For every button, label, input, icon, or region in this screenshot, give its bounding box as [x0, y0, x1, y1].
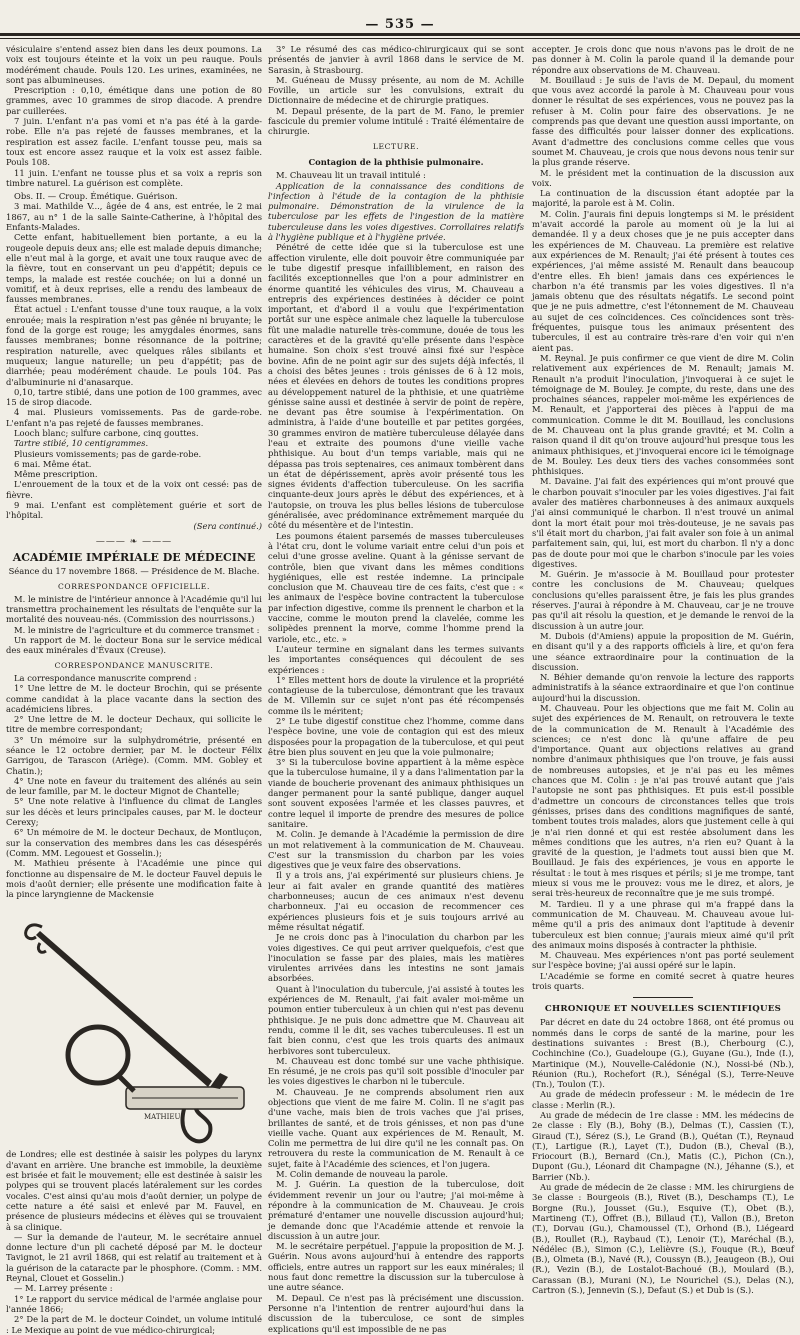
- observation-heading: Obs. II. — Croup. Émétique. Guérison.: [14, 191, 178, 202]
- paragraph: Par décret en date du 24 octobre 1868, ont été promus ou nommés dans le corps de santé de la marine, pour les destinations suivantes : Brest (B.), Cherbourg (C.), Cochinchine (Co.), Guadeloupe (G.), Guyane (Gu.), Inde (I.), Martinique (M.), Nouvelle-Calédonie (N.), Nossi-bé (Nb.), Réunion (Ru.), Rochefort (R.), Sénégal (S.), Terre-Neuve (Tn.), Toulon (T.).: [532, 1017, 794, 1090]
- paragraph: L'Académie se forme en comité secret à quatre heures trois quarts.: [532, 970, 794, 992]
- paragraph: vésiculaire s'entend assez bien dans les deux poumons. La voix est toujours éteinte et la voix un peu rauque. Pouls modérément chaude. Pouls 120. Les urines, examinées, ne sont pas albumineuses.: [6, 44, 262, 85]
- column-right: [532, 44, 794, 1296]
- paragraph: de Londres; elle est destinée à saisir les polypes du larynx d'avant en arrière. Une branche est immobile, la deuxième est brisée et fait le mouvement; elle est destinée à saisir les polypes qui se trouvent placés latéralement sur les cordes vocales. C'est ainsi qu'au mois d'août dernier, un polype de cette nature a été saisi et enlevé par M. Fauvel, en présence de plusieurs médecins et élèves qui se trouvaient à sa clinique.: [6, 1149, 262, 1232]
- paragraph: M. Colin. J'aurais fini depuis longtemps si M. le président m'avait accordé la parole au moment où je la lui ai demandée. Il y a deux choses que je ne puis accepter dans les expériences de M. Chauveau. La première est relative aux expériences de M. Renault; j'ai été présent à toutes ces expériences, j'ai même assisté M. Renault dans beaucoup d'entre elles. Eh bien! jamais dans ces expériences le charbon n'a été transmis par les voies digestives. Il n'a jamais obtenu que des résultats négatifs. Le second point que je ne puis admettre, c'est l'étonnement de M. Chauveau au sujet de ces coïncidences. Ces coïncidences sont très-fréquentes, puisque tous les animaux présentent des tubercules, il est au contraire très-rare d'en voir qui n'en aient pas.: [532, 208, 794, 353]
- column-middle: [268, 44, 524, 1334]
- paragraph: M. Reynal. Je puis confirmer ce que vient de dire M. Colin relativement aux expériences de M. Renault; jamais M. Renault n'a produit l'inoculation, j'invoquerai à ce sujet le témoignage de M. Bouley. Je compte, du reste, dans une des prochaines séances, rappeler moi-même les expériences de M. Renault, et j'apporterai des pièces à l'appui de ma communication. Comme le dit M. Bouillaud, les conclusions de M. Chauveau ont la plus grande gravité; et M. Colin a raison quand il dit qu'on trouve aujourd'hui presque tous les animaux phthisiques, et j'invoquerai encore ici le témoignage de M. Bouley. Les deux tiers des vaches consommées sont phthisiques.: [532, 352, 794, 477]
- paragraph: 2° Une lettre de M. le docteur Dechaux, qui sollicite le titre de membre correspondant;: [6, 714, 262, 735]
- paragraph: L'enrouement de la toux et de la voix ont cessé: pas de fièvre.: [6, 479, 262, 500]
- paragraph: Prescription : 0,10, émétique dans une potion de 80 grammes, avec 10 grammes de sirop diacode. A prendre par cuillerées.: [6, 85, 262, 116]
- header-rule: [0, 33, 800, 36]
- forceps-drawing: [6, 905, 262, 1145]
- paragraph: Plusieurs vomissements; pas de garde-robe.: [14, 448, 202, 459]
- paragraph: Pénétré de cette idée que si la tuberculose est une affection virulente, elle doit pouvoir être communiquée par le tube digestif presque infailliblement, en raison des facilités exceptionnelles que l'on a pour administrer en énorme quantité les véhicules des virus, M. Chauveau a entrepris des expériences destinées à décider ce point important, et d'abord il a voulu que l'expérimentation portât sur une espèce animale chez laquelle la tuberculose fût une maladie naturelle très-commune, douée de tous les caractères et de la gravité qu'elle présente dans l'espèce humaine. Son choix s'est trouvé ainsi fixé sur l'espèce bovine. Afin de ne point agir sur des sujets déjà infectés, il a choisi des bêtes jeunes : trois génisses de 6 à 12 mois, nées et élevées en dehors de toutes les conditions propres au développement naturel de la phthisie, et une quatrième génisse saine aussi et destinée à servir de point de repère, ne devant pas être soumise à l'expérimentation. On administra, à l'aide d'une bouteille et par petites gorgées, 30 grammes environ de matière tuberculeuse délayée dans l'eau et extraite des poumons d'une vieille vache phthisique. Au bout d'un temps variable, mais qui ne dépassa pas trois septenaires, ces animaux tombèrent dans un état de dépérissement, après avoir présenté tous les signes évidents d'affection tuberculeuse. On les sacrifia cinquante-deux jours après le début des expériences, et à l'autopsie, on trouva les plus belles lésions de tuberculose généralisée, avec prédominance extrêmement marquée du côté du mésentère et de l'intestin.: [268, 242, 524, 531]
- section-divider: [633, 997, 693, 998]
- paragraph: 7 juin. L'enfant n'a pas vomi et n'a pas été à la garde-robe. Elle n'a pas rejeté de fausses membranes, et la respiration est assez facile. L'enfant tousse peu, mais sa toux est encore assez rauque et la voix est assez faible. Pouls 108.: [6, 116, 262, 168]
- paragraph: 3 mai. Mathilde V..., âgée de 4 ans, est entrée, le 2 mai 1867, au n° 1 de la salle Sainte-Catherine, à l'hôpital des Enfants-Malades.: [6, 201, 262, 233]
- paragraph: M. Guérin. Je m'associe à M. Bouillaud pour protester contre les conclusions de M. Chauveau; quelques conclusions qu'elles paraissent être, je fais les plus grandes réserves. J'aurai à répondre à M. Chauveau, car je ne trouve pas qu'il ait résolu la question, et je demande le renvoi de la discussion à un autre jour.: [532, 569, 794, 631]
- paragraph: 0,10, tartre stibié, dans une potion de 100 grammes, avec 15 de sirop diacode.: [6, 386, 262, 408]
- paragraph: 5° Une note relative à l'influence du climat de Langles sur les décès et leurs principales causes, par M. le docteur Cerexy;: [6, 796, 262, 828]
- paragraph: M. J. Guérin. La question de la tuberculose, doit évidemment revenir un jour ou l'autre; j'ai moi-même à répondre à la communication de M. Chauveau. Je crois prématuré d'entamer une nouvelle discussion aujourd'hui; je demande donc que l'Académie attende et renvoie la discussion à un autre jour.: [268, 1179, 524, 1241]
- page-header: [0, 0, 800, 42]
- paragraph: M. le ministre de l'agriculture et du commerce transmet :: [14, 624, 260, 635]
- paragraph: M. Colin. Je demande à l'Académie la permission de dire un mot relativement à la communication de M. Chauveau. C'est sur la transmission du charbon par les voies digestives que je veux faire des observations.: [268, 829, 524, 871]
- header-rule-thin: [0, 38, 800, 39]
- paragraph: M. le président met la continuation de la discussion aux voix.: [532, 167, 794, 188]
- continued-note: (Sera continué.): [193, 520, 262, 531]
- paragraph: accepter. Je crois donc que nous n'avons pas le droit de ne pas donner à M. Colin la parole quand il la demande pour répondre aux observations de M. Chauveau.: [532, 44, 794, 75]
- paragraph: 2° De la part de M. le docteur Coindet, un volume intitulé : Le Mexique au point de vue médico-chirurgical;: [6, 1314, 262, 1335]
- paragraph: 11 juin. L'enfant ne tousse plus et sa voix a repris son timbre naturel. La guérison est complète.: [6, 167, 262, 188]
- paragraph: M. Mathieu présente à l'Académie une pince qui fonctionne au dispensaire de M. le docteur Fauvel depuis le mois d'août dernier; elle présente une modification faite à la pince laryngienne de Mackensie: [6, 858, 262, 900]
- paragraph: Au grade de médecin de 2e classe : MM. les chirurgiens de 3e classe : Bourgeois (B.), Rivet (B.), Deschamps (T.), Le Borgne (Ru.), Jousset (Gu.), Esquive (T.), Obet (B.), Martineng (T.), Offret (B.), Billaud (T.), Vallon (B.), Breton (T.), Dorvau (Gu.), Chamoussel (T.), Orhond (B.), Liégeard (B.), Roullet (R.), Raybaud (T.), Lenoir (T.), Maréchal (B.), Nédélec (B.), Simon (C.), Lelièvre (S.), Fouque (R.), Bœuf (B.), Olmeta (B.), Navé (R.), Coussyn (B.), Jeaugeon (B.), Oui (R.), Vezin (B.), de Lostalot-Bachoué (B.), Moulard (B.), Carassan (B.), Murani (N.), Le Nourichel (S.), Delas (N.), Cartron (S.), Jennevin (S.), Defaut (S.) et Dub is (S.).: [532, 1182, 794, 1296]
- paragraph: 6 mai. Même état.: [14, 458, 92, 469]
- paragraph: M. Tardieu. Il y a une phrase qui m'a frappé dans la communication de M. Chauveau. M. Chauveau avoue lui-même qu'il a pris des animaux dont l'aptitude à devenir tuberculeux est bien connue; j'aurais mieux aimé qu'il prît des animaux moins disposés à contracter la phthisie.: [532, 898, 794, 950]
- paragraph: Les poumons étaient parsemés de masses tuberculeuses à l'état cru, dont le volume variait entre celui d'un pois et celui d'une grosse aveline. Quant à la génisse servant de contrôle, bien que vivant dans les mêmes conditions hygiéniques, elle est restée indemne. La principale conclusion que M. Chauveau tire de ces faits, c'est que : « les animaux de l'espèce bovine contractent la tuberculose par infection digestive, comme ils prennent le charbon et la vaccine, comme le mouton prend la clavelée, comme les solipèdes prennent la morve, comme l'homme prend la variole, etc., etc. »: [268, 530, 524, 644]
- paragraph: M. Depaul présente, de la part de M. Fano, le premier fascicule du premier volume intitulé : Traité élémentaire de chirurgie.: [268, 105, 524, 137]
- paragraph: — Sur la demande de l'auteur, M. le secrétaire annuel donne lecture d'un pli cacheté déposé par M. le docteur Tavignot, le 21 avril 1868, qui est relatif au traitement et à la guérison de la cataracte par le phosphore. (Comm. : MM. Reynal, Clouet et Gosselin.): [6, 1231, 262, 1284]
- paragraph: Je ne crois donc pas à l'inoculation du charbon par les voies digestives. Ce qui peut arriver quelquefois, c'est que l'inoculation se fasse par des plaies, mais les matières virulentes arrivées dans les intestins ne sont jamais absorbées.: [268, 932, 524, 984]
- chronique-title: CHRONIQUE ET NOUVELLES SCIENTIFIQUES: [544, 1004, 782, 1015]
- paragraph: L'auteur termine en signalant dans les termes suivants les importantes conséquences qui découlent de ses expériences :: [268, 643, 524, 675]
- paragraph: 3° Le résumé des cas médico-chirurgicaux qui se sont présentés de janvier à avril 1868 dans le service de M. Sarasin, à Strasbourg.: [268, 44, 524, 75]
- paragraph: 6° Un mémoire de M. le docteur Dechaux, de Montluçon, sur la conservation des membres dans les cas désespérés (Comm. MM. Legouest et Gosselin.);: [6, 827, 262, 858]
- paragraph: M. Dubois (d'Amiens) appuie la proposition de M. Guérin, en disant qu'il y a des rapports officiels à lire, et qu'on fera une séance extraordinaire pour la continuation de la discussion.: [532, 630, 794, 672]
- paragraph: M. le secrétaire perpétuel. J'appuie la proposition de M. J. Guérin. Nous avons aujourd'hui à entendre des rapports officiels, entre autres un rapport sur les eaux minérales; il nous faut donc remettre la discussion sur la tuberculose à une autre séance.: [268, 1241, 524, 1293]
- academy-title: ACADÉMIE IMPÉRIALE DE MÉDECINE: [12, 551, 256, 565]
- paragraph: M. Chauveau. Pour les objections que me fait M. Colin au sujet des expériences de M. Renault, on retrouvera le texte de la communication de M. Renault à l'Académie des sciences; ce n'est donc là qu'une affaire de peu d'importance. Quant aux objections relatives au grand nombre d'animaux phthisiques que l'on trouve, je fais aussi de nombreuses autopsies, et je n'ai pas eu les mêmes chances que M. Colin : je n'ai pas trouvé autant que j'ais l'autopsie ne sont pas phthisiques. Et puis est-il possible d'admettre un concours de circonstances telles que trois génisses, prises dans des conditions magnifiques de santé, tombent toutes trois malades, alors que justement celle à qui je n'ai rien donné et qui est restée absolument dans les mêmes conditions que les autres, n'a rien eu? Quant à la gravité de la question, je l'admets tout aussi bien que M. Bouillaud. Je fais des expériences, je vous en apporte le résultat : le tout à mes risques et périls; si je me trompe, tant mieux si vous me le prouvez: vous me le direz, et alors, je serai très-heureux de reconnaître que je me suis trompé.: [532, 703, 794, 899]
- paragraph: 3° Si la tuberculose bovine appartient à la même espèce que la tuberculose humaine, il y a dans l'alimentation par la viande de boucherie provenant des animaux phthisiques un danger permanent pour la santé publique, danger auquel sont souvent exposées l'armée et les classes pauvres, et contre lequel il importe de prendre des mesures de police sanitaire.: [268, 757, 524, 829]
- page-number: — 535 —: [365, 17, 435, 32]
- paragraph: M. Colin demande de nouveau la parole.: [276, 1169, 448, 1180]
- paragraph: Au grade de médecin de 1re classe : MM. les médecins de 2e classe : Ely (B.), Bohy (B.), Delmas (T.), Cassien (T.), Giraud (T.), Sérez (S.), Le Grand (B.), Quétan (T.), Reynaud (T.), Lartigue (R.), Layet (T.), Dudon (B.), Cheval (B.), Friocourt (B.), Bernard (Cn.), Matis (C.), Pichon (Cn.), Dupont (Gu.), Léonard dit Champagne (N.), Jéhanne (S.), et Barrier (Nb.).: [532, 1109, 794, 1182]
- paragraph: M. Chauveau. Mes expériences n'ont pas porté seulement sur l'espèce bovine; j'ai aussi opéré sur le lapin.: [532, 950, 794, 971]
- paragraph: Même prescription.: [14, 469, 98, 480]
- paragraph: 4 mai. Plusieurs vomissements. Pas de garde-robe. L'enfant n'a pas rejeté de fausses membranes.: [6, 407, 262, 428]
- laryngeal-forceps-illustration: [6, 905, 262, 1145]
- paragraph: 4° Une note en faveur du traitement des aliénés au sein de leur famille, par M. le docteur Mignot de Chantelle;: [6, 775, 262, 797]
- paragraph: Looch blanc; sulfure carbone, cinq gouttes.: [14, 427, 199, 438]
- paragraph: N. Béhier demande qu'on renvoie la lecture des rapports administratifs à la séance extraordinaire et que l'on continue aujourd'hui la discussion.: [532, 672, 794, 703]
- paragraph: M. Guéneau de Mussy présente, au nom de M. Achille Foville, un article sur les convulsions, extrait du Dictionnaire de médecine et de chirurgie pratiques.: [268, 74, 524, 106]
- paragraph: Tartre stibié, 10 centigrammes.: [14, 438, 149, 449]
- paragraph: — M. Larrey présente :: [14, 1283, 113, 1294]
- paragraph: 1° Le rapport du service médical de l'armée anglaise pour l'année 1866;: [6, 1293, 262, 1314]
- paragraph: 9 mai. L'enfant est complètement guérie et sort de l'hôpital.: [6, 500, 262, 521]
- paragraph: Au grade de médecin professeur : M. le médecin de 1re classe : Merlin (R.).: [532, 1089, 794, 1110]
- paragraph: M. Chauveau lit un travail intitulé :: [276, 170, 426, 181]
- lecture-title: Contagion de la phthisie pulmonaire.: [308, 156, 484, 167]
- paragraph: M. Bouillaud : Je suis de l'avis de M. Depaul, du moment que vous avez accordé la parole à M. Chauveau pour vous donner le résultat de ses expériences, vous ne pouvez pas la refuser à M. Colin pour faire des observations. Je ne comprends pas que devant une question aussi importante, on fasse des difficultés pour laisser donner des explications. Avant d'admettre des conclusions comme celles que vous soumet M. Chauveau, je crois que nous devons nous tenir sur la plus grande réserve.: [532, 74, 794, 168]
- paragraph: Il y a trois ans, j'ai expérimenté sur plusieurs chiens. Je leur ai fait avaler en grande quantité des matières charbonneuses; aucun de ces animaux n'est devenu charbonneux. J'ai eu occasion de recommencer ces expériences plusieurs fois et je suis toujours arrivé au même résultat négatif.: [268, 870, 524, 932]
- column-left: [6, 44, 262, 1335]
- paragraph: 1° Elles mettent hors de doute la virulence et la propriété contagieuse de la tuberculose, démontrant que les travaux de M. Villemin sur ce sujet n'ont pas été récompensés comme ils le méritent;: [268, 674, 524, 716]
- paragraph: Application de la connaissance des conditions de l'infection à l'étude de la contagion de la phthisie pulmonaire. Démonstration de la virulence de la tuberculose par les effets de l'ingestion de la matière tuberculeuse dans les voies digestives. Corrollaires relatifs à l'hygiène publique et à l'hygiène privée.: [268, 180, 524, 243]
- paragraph: La correspondance manuscrite comprend :: [14, 672, 197, 683]
- paragraph: M. le ministre de l'intérieur annonce à l'Académie qu'il lui transmettra prochainement les résultats de l'enquête sur la mortalité des nouveau-nés. (Commission des nourrissons.): [6, 593, 262, 625]
- academy-session: Séance du 17 novembre 1868. — Présidence de M. Blache.: [8, 566, 260, 577]
- paragraph: État actuel : L'enfant tousse d'une toux rauque, a la voix enrouée; mais la respiration n'est pas gênée ni bruyante; le fond de la gorge est rouge; les amygdales énormes, sans fausses membranes; bonne résonnance de la poitrine; respiration naturelle, avec quelques râles sibilants et muqueux; langue naturelle; un peu d'appétit; pas de diarrhée; peau modérément chaude. Le pouls 104. Pas d'albuminurie ni d'anasarque.: [6, 304, 262, 387]
- paragraph: M. Davaine. J'ai fait des expériences qui m'ont prouvé que le charbon pouvait s'inoculer par les voies digestives. J'ai fait avaler des matières charbonneuses à des animaux auxquels j'ai ainsi communiqué le charbon. Il n'est trouvé un animal dont la mort était pour moi très-douteuse, je ne savais pas s'il était mort du charbon, j'ai fait avaler son foie à un animal parfaitement sain, qui, lui, est mort du charbon. Il n'y a donc pas de doute pour moi que le charbon s'inocule par les voies digestives.: [532, 476, 794, 569]
- paragraph: 2° Le tube digestif constitue chez l'homme, comme dans l'espèce bovine, une voie de contagion qui est des mieux disposées pour la propagation de la tuberculose, et qui peut être bien plus souvent en jeu que la voie pulmonaire;: [268, 716, 524, 757]
- figure-maker-label: MATHIEU: [144, 1113, 181, 1122]
- paragraph: M. Chauveau. Je ne comprends absolument rien aux objections que vient de me faire M. Colin. Il ne s'agit pas d'une vache, mais bien de trois vaches que j'ai prises, brillantes de santé, et de trois génisses, et non pas d'une vieille vache. Quant aux expériences de M. Renault, M. Colin me permettra de lui dire qu'il ne les connaît pas. On retrouvera du reste la communication de M. Renault à ce sujet, faite à l'Académie des sciences, et l'on jugera.: [268, 1086, 524, 1169]
- paragraph: Quant à l'inoculation du tubercule, j'ai assisté à toutes les expériences de M. Renault, j'ai fait avaler moi-même un poumon entier tuberculeux à un chien qui n'est pas devenu phthisique. Je ne puis donc admettre que M. Chauveau ait rendu, comme il le dit, ses vaches tuberculeuses. Il est un fait bien connu, c'est que les trois quarts des animaux herbivores sont tuberculeux.: [268, 983, 524, 1056]
- paragraph: Cette enfant, habituellement bien portante, a eu la rougeole depuis deux ans; elle est malade depuis dimanche; elle n'eut mal à la gorge, et avait une toux rauque avec de la fièvre, tout en conservant un peu d'appétit; depuis ce temps, la malade est restée couchée; on lui a donné un vomitif, et à deux reprises, elle a rendu des lambeaux de fausses membranes.: [6, 232, 262, 305]
- paragraph: La continuation de la discussion étant adoptée par la majorité, la parole est à M. Colin.: [532, 188, 794, 209]
- paragraph: 1° Une lettre de M. le docteur Brochin, qui se présente comme candidat à la place vacante dans la section des académiciens libres.: [6, 683, 262, 714]
- ornament-divider: ——— ❧ ———: [95, 536, 173, 547]
- official-correspondence-heading: CORRESPONDANCE OFFICIELLE.: [58, 581, 210, 591]
- paragraph: Un rapport de M. le docteur Bona sur le service médical des eaux minérales d'Évaux (Creuse).: [6, 635, 262, 656]
- paragraph: M. Depaul. Ce n'est pas là précisément une discussion. Personne n'a l'intention de rentrer aujourd'hui dans la discussion de la tuberculose, ce sont de simples explications qu'il est impossible de ne pas: [268, 1292, 524, 1334]
- manuscript-correspondence-heading: CORRESPONDANCE MANUSCRITE.: [54, 660, 214, 670]
- paragraph: 3° Un mémoire sur la sulphydrométrie, présenté en séance le 12 octobre dernier, par M. le docteur Félix Garrigou, de Tarascon (Ariège). (Comm. MM. Gobley et Chatin.);: [6, 734, 262, 776]
- lecture-heading: LECTURE.: [372, 141, 420, 151]
- paragraph: M. Chauveau est donc tombé sur une vache phthisique. En résumé, je ne crois pas qu'il soit possible d'inoculer par les voies digestives le charbon ni le tubercule.: [268, 1055, 524, 1087]
